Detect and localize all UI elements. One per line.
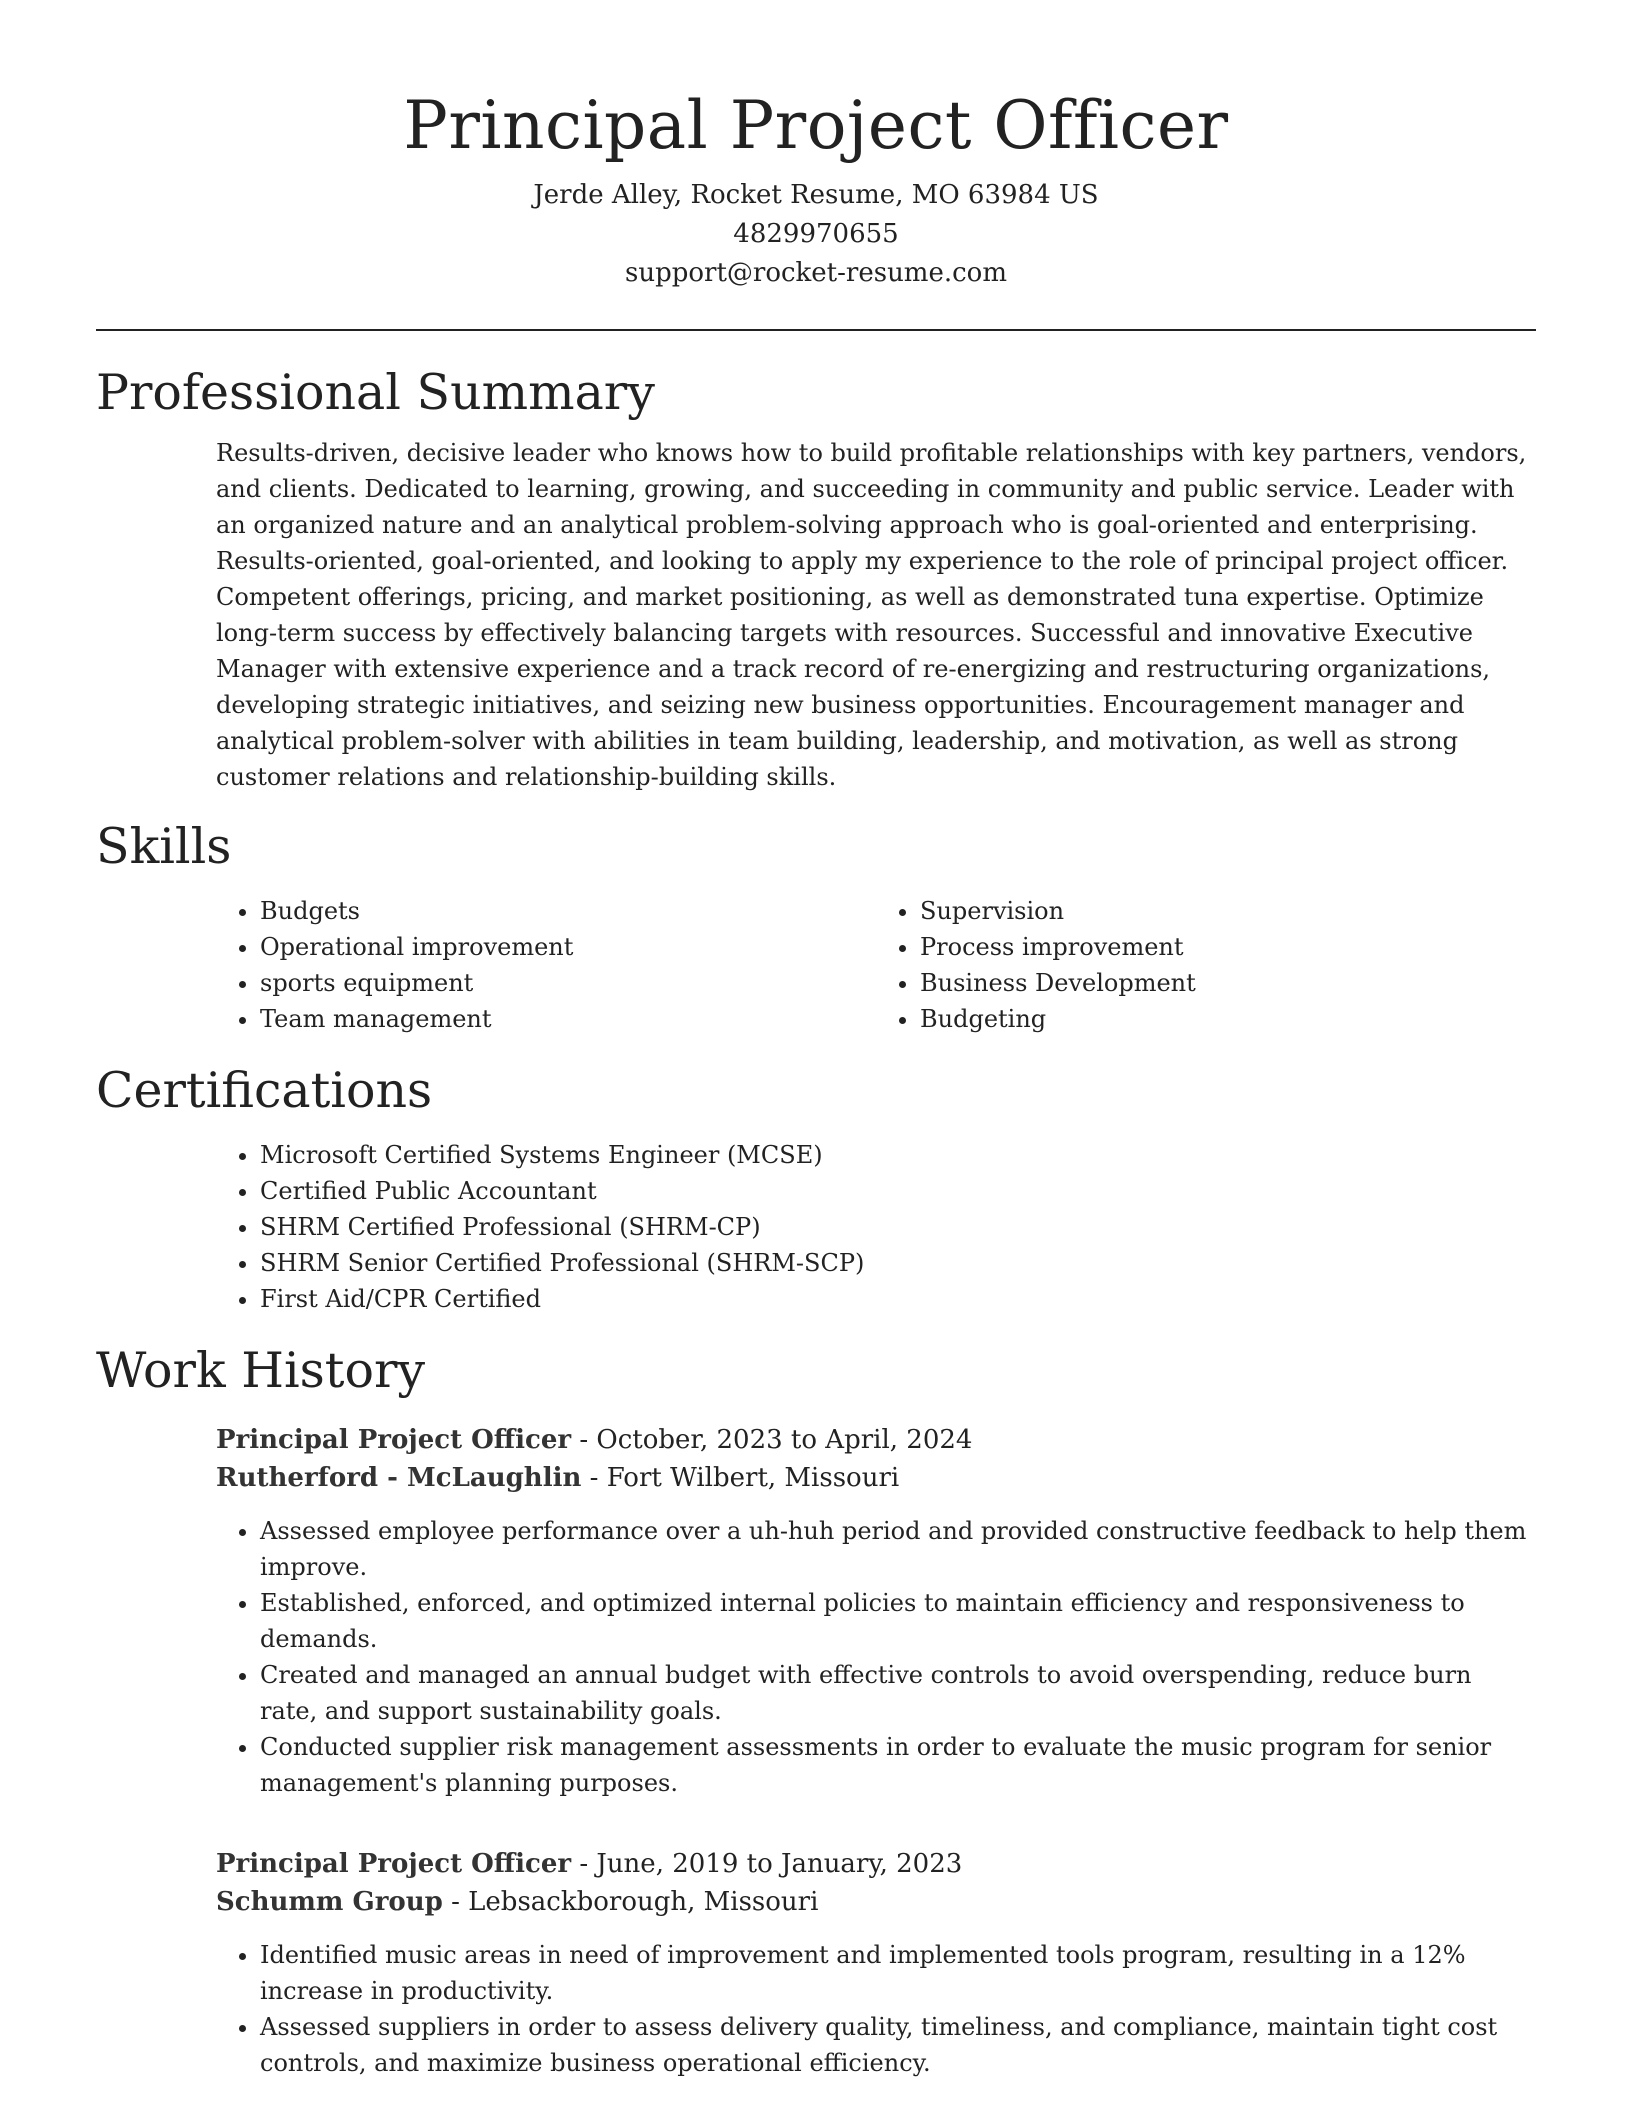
job-role: Principal Project Officer bbox=[216, 1425, 572, 1455]
certification-item: • Microsoft Certified Systems Engineer (MCSE) bbox=[260, 1137, 1536, 1173]
job-bullets bbox=[216, 1937, 1536, 2081]
skill-item: • Process improvement bbox=[920, 929, 1536, 965]
skill-item: • Operational improvement bbox=[260, 929, 876, 965]
skills-heading: Skills bbox=[96, 818, 232, 875]
contact-email: support@rocket-resume.com bbox=[624, 258, 1007, 288]
job-bullet: • Conducted supplier risk management assessments in order to evaluate the music program for senior management's planning purposes. bbox=[260, 1729, 1536, 1801]
certification-item: • SHRM Certified Professional (SHRM-CP) bbox=[260, 1209, 1536, 1245]
skills-column-left bbox=[216, 893, 876, 1037]
job-title-line: Principal Project Officer - October, 2023 to April, 2024 bbox=[216, 1425, 973, 1455]
job-company-line: Rutherford - McLaughlin - Fort Wilbert, Missouri bbox=[216, 1463, 900, 1493]
certifications-list bbox=[216, 1137, 1536, 1317]
resume-page bbox=[96, 0, 1536, 2081]
job-bullet: • Identified music areas in need of improvement and implemented tools program, resulting in a 12% increase in productivity. bbox=[260, 1937, 1536, 2009]
job-location: Fort Wilbert, Missouri bbox=[606, 1463, 900, 1493]
summary-heading: Professional Summary bbox=[96, 364, 655, 421]
job-role: Principal Project Officer bbox=[216, 1849, 572, 1879]
skills-column-right bbox=[876, 893, 1536, 1037]
certification-item: • Certified Public Accountant bbox=[260, 1173, 1536, 1209]
skill-item: • sports equipment bbox=[260, 965, 876, 1001]
job-company-line: Schumm Group - Lebsackborough, Missouri bbox=[216, 1887, 819, 1917]
header-divider bbox=[96, 329, 1536, 331]
contact-block bbox=[96, 176, 1536, 293]
job-bullet: • Assessed suppliers in order to assess delivery quality, timeliness, and compliance, maintain tight cost controls, and maximize business operational efficiency. bbox=[260, 2009, 1536, 2081]
job-dates: June, 2019 to January, 2023 bbox=[596, 1849, 963, 1879]
certification-item: • SHRM Senior Certified Professional (SHRM-SCP) bbox=[260, 1245, 1536, 1281]
skills-list bbox=[216, 893, 1536, 1037]
job-location: Lebsackborough, Missouri bbox=[468, 1887, 819, 1917]
skill-item: • Team management bbox=[260, 1001, 876, 1037]
job-company: Rutherford - McLaughlin bbox=[216, 1463, 582, 1493]
certification-item: • First Aid/CPR Certified bbox=[260, 1281, 1536, 1317]
job-title-line: Principal Project Officer - June, 2019 to January, 2023 bbox=[216, 1849, 963, 1879]
certifications-heading: Certifications bbox=[96, 1062, 433, 1119]
work-history-heading: Work History bbox=[96, 1342, 426, 1399]
job-entry bbox=[216, 1421, 1536, 1801]
skill-item: • Budgeting bbox=[920, 1001, 1536, 1037]
job-bullet: • Assessed employee performance over a uh-huh period and provided constructive feedback to help them improve. bbox=[260, 1513, 1536, 1585]
job-dates: October, 2023 to April, 2024 bbox=[596, 1425, 973, 1455]
job-company: Schumm Group bbox=[216, 1887, 443, 1917]
job-bullet: • Established, enforced, and optimized internal policies to maintain efficiency and responsiveness to demands. bbox=[260, 1585, 1536, 1657]
job-bullets bbox=[216, 1513, 1536, 1801]
skill-item: • Business Development bbox=[920, 965, 1536, 1001]
job-entry bbox=[216, 1845, 1536, 2081]
resume-title: Principal Project Officer bbox=[403, 87, 1229, 164]
summary-text: Results-driven, decisive leader who knows how to build profitable relationships with key partners, vendors, and clients. Dedicated to learning, growing, and succeeding in community and public service. Leader with an organized nature and an analytical problem-solving approach who is goal-oriented and enterprising. Results-oriented, goal-oriented, and looking to apply my experience to the role of principal project officer. Competent offerings, pricing, and market positioning, as well as demonstrated tuna expertise. Optimize long-term success by effectively balancing targets with resources. Successful and innovative Executive Manager with extensive experience and a track record of re-energizing and restructuring organizations, developing strategic initiatives, and seizing new business opportunities. Encouragement manager and analytical problem-solver with abilities in team building, leadership, and motivation, as well as strong customer relations and relationship-building skills. bbox=[216, 439, 1527, 791]
skill-item: • Budgets bbox=[260, 893, 876, 929]
contact-phone: 4829970655 bbox=[733, 219, 899, 249]
skill-item: • Supervision bbox=[920, 893, 1536, 929]
job-bullet: • Created and managed an annual budget with effective controls to avoid overspending, reduce burn rate, and support sustainability goals. bbox=[260, 1657, 1536, 1729]
contact-address: Jerde Alley, Rocket Resume, MO 63984 US bbox=[533, 180, 1099, 210]
